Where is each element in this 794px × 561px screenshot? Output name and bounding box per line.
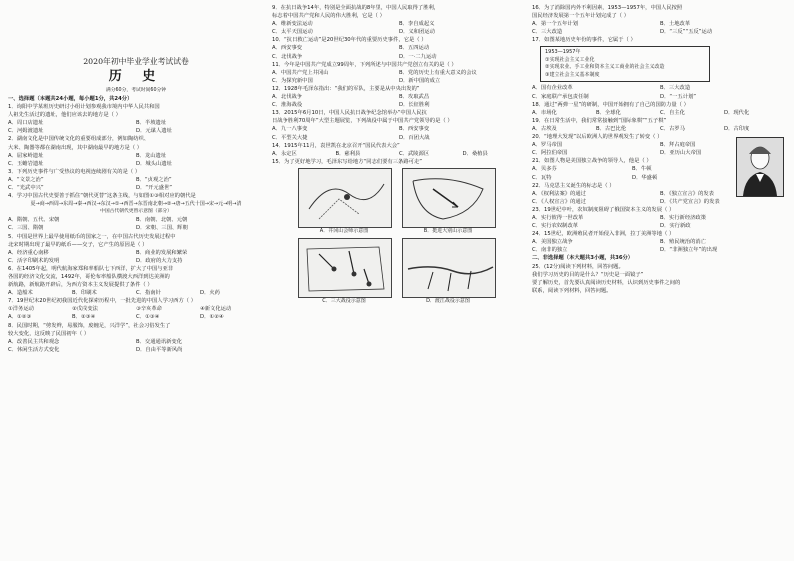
option: D．古印度: [724, 125, 750, 132]
option: A．北伐战争: [272, 94, 303, 101]
option: C．河姆渡遗址: [8, 128, 44, 135]
map-b: [402, 168, 496, 228]
option: B．印刷术: [72, 290, 97, 297]
question-text: 25．(12分)阅读下列材料，回答问题。: [532, 263, 624, 270]
option: A．市场化: [532, 109, 557, 116]
option: B．三大改造: [660, 85, 691, 92]
question-text: 24．15世纪，欧洲殖民者开始侵入非洲，拉丁美洲等地（ ）: [532, 231, 675, 238]
question-text: 标志着中国共产党和人民的伟大胜利，它是（ ）: [272, 13, 385, 20]
option-row: [532, 214, 788, 222]
question-text: 19．在日常生活中，我们常常接触到“国际象棋”“五子棋”: [532, 117, 667, 124]
option: D．桑植县: [462, 150, 488, 157]
option: D．“非洲独立年”的出现: [660, 247, 718, 254]
map-b-caption: B．挺进大别山示意图: [423, 227, 473, 234]
option: D．百团大战: [399, 134, 430, 141]
option: C．为探究新中国: [272, 77, 313, 84]
option: A．《权利法案》的通过: [532, 190, 586, 197]
q21-block: [532, 157, 788, 181]
option: B．五四运动: [399, 45, 430, 52]
info-box-line: ③建立社会主义基本制度: [545, 71, 600, 78]
question-text: 8．民国时期，“剪发辫，易服饰，废缠足，兴洋学”，社会习俗发生了: [8, 322, 171, 329]
option: ③辛亥革命: [136, 306, 162, 313]
option: ①洋务运动: [8, 306, 34, 313]
option: B．实行新经济政策: [660, 214, 707, 221]
option: C．家庭联产承包责任制: [532, 93, 589, 100]
column-2: [272, 4, 526, 308]
option: D．自由平等新风尚: [136, 346, 183, 353]
option-row: [532, 93, 788, 101]
option: B．龙山遗址: [136, 152, 167, 159]
option: A．造船术: [8, 290, 33, 297]
option: B．党的历史上有重大意义的会议: [399, 69, 477, 76]
option: D．《共产党宣言》的发表: [660, 198, 720, 205]
option: C．《人权宣言》的通过: [532, 198, 587, 205]
option-row: [532, 222, 788, 230]
option: A．维新变法运动: [272, 21, 313, 28]
option: B．古巴比伦: [596, 125, 627, 132]
option-row: [8, 289, 264, 297]
question-text: 17．如图某地历史年份的事件，它属于（ ）: [532, 37, 636, 44]
section-heading: 一、选择题（本题共24小题，每小题1分，共24分）: [8, 96, 133, 102]
option: B．拜占庭帝国: [660, 142, 696, 149]
question-text: 16．为了消除国内外不利因素，1953—1957年，中国人民按照: [532, 5, 683, 11]
option-row: [272, 134, 526, 142]
question-text: 23．19世纪中叶，农奴制度阻碍了俄国资本主义的发展（ ）: [532, 206, 675, 213]
option-row: [8, 249, 264, 257]
option: A．永定区: [272, 150, 297, 157]
option: D．“三反”“五反”运动: [660, 29, 713, 36]
option: A．罗马帝国: [532, 142, 563, 149]
option-row: [8, 346, 264, 354]
question-text: 2．湖南文化是中国传统文化的重要组成部分，例如陶纺织、: [8, 136, 150, 143]
option: A．第一个五年计划: [532, 21, 578, 28]
option: B．半坡遗址: [136, 120, 167, 127]
option-row: [532, 20, 788, 28]
portrait-image: [736, 137, 784, 197]
option-row: [8, 176, 264, 184]
option: B．李自成起义: [399, 21, 435, 28]
option-row: [272, 150, 526, 158]
option: C．“光武中兴”: [8, 185, 44, 192]
section-heading: 二、非选择题（本大题共3小题，共36分）: [532, 255, 634, 262]
option: D．实行新政: [660, 223, 691, 230]
question-text: 9．在抗日战争14年，特别是全面抗战的8年里，中国人民取得了胜利，: [272, 5, 440, 11]
option: A．实行彼得一世改革: [532, 214, 584, 221]
option: D．亚历山大帝国: [660, 150, 702, 157]
option: D．现代化: [724, 109, 750, 116]
option-row: [532, 109, 788, 117]
option-row: [8, 313, 264, 321]
question-text: 20．“地理大发现”以后欧洲人的世界观发生了转变（ ）: [532, 134, 663, 141]
option: C．北伐战争: [272, 53, 303, 60]
option: B．全球化: [596, 109, 621, 116]
option: B．攻取武昌: [399, 94, 430, 101]
info-box-line: ②实现农业、手工业和资本主义工商业的社会主义改造: [545, 64, 665, 71]
option-row: [8, 184, 264, 192]
question-text: 22．马克思主义诞生的标志是（ ）: [532, 182, 615, 189]
option: A．贝多芬: [532, 166, 557, 173]
option: B．交通通讯新变化: [136, 338, 183, 345]
question-text: 5．中国是世界上最早使用纸币的国家之一，在中国古代历史发展过程中: [8, 233, 176, 240]
option-row: [272, 77, 526, 85]
option: D．“一五计划”: [660, 93, 697, 100]
question-text: 我们学习历史的目的是什么？“历史是一面镜子”: [532, 271, 644, 278]
option: C．休闲生活方式变化: [8, 346, 60, 353]
map-c: [298, 238, 392, 298]
option-row: [272, 69, 526, 77]
option: C．武陵源区: [399, 150, 430, 157]
map-c-caption: C．三大战役示意图: [322, 297, 366, 304]
question-text: 新航路，新航路开辟后，为西方资本主义发展提供了条件（ ）: [8, 282, 153, 289]
option-row: [272, 53, 526, 61]
option: A．改善民主共和观念: [8, 338, 60, 345]
question-text: 11．今年是中国共产党成立99周年，下列所述与中国共产党创立有关的是（ ）: [272, 61, 457, 68]
map-grid: [298, 168, 498, 306]
option: D．义和团运动: [399, 29, 435, 36]
option: D．①②④: [200, 314, 224, 321]
option: D．“开元盛世”: [136, 185, 173, 192]
option: A．周口店遗址: [8, 120, 44, 127]
question-text: 13．2015年6月10日，中国人民抗日战争纪念馆举办“中国人民抗: [272, 110, 427, 117]
option: B．西安事变: [399, 126, 430, 133]
map-a: [298, 168, 392, 228]
option: B．“贞观之治”: [136, 176, 172, 183]
exam-subject: 历 史: [108, 69, 164, 84]
question-text: 15．为了更好地学习，毛泽东写给地方“同志们要有三条路可走”: [272, 158, 422, 165]
question-text: 人祖先生活过的遗址，他们应该去的地方是（ ）: [8, 112, 121, 119]
option: A．九一八事变: [272, 126, 308, 133]
option-row: [532, 174, 732, 182]
info-box-line: 1953—1957年: [545, 49, 581, 56]
option-row: [8, 257, 264, 265]
option: C．自主化: [660, 109, 685, 116]
option: C．太平天国运动: [272, 29, 313, 36]
question-text: 12．1928年毛泽东指出：“我们的军队，主要是从中央出发的”: [272, 85, 420, 92]
option: C．淮海战役: [272, 102, 303, 109]
option: A．经济重心南移: [8, 249, 49, 256]
timeline-caption: 中国古代朝代更替示意图（部分）: [100, 209, 172, 215]
option-row: [272, 93, 526, 101]
option: D．元谋人遗址: [136, 128, 172, 135]
info-box-line: ①实现社会主义工业化: [545, 56, 595, 63]
option-row: [532, 28, 788, 36]
question-text: 21．如图人物是美国独立战争的领导人，他是（ ）: [532, 158, 652, 165]
question-text: 10．“抗日救亡运动”是20世纪30年代的重要历史事件，它是（ ）: [272, 37, 427, 44]
option: ④新文化运动: [200, 306, 232, 313]
option: A．美国独立战争: [532, 239, 573, 246]
option: A．中国共产党上井冈山: [272, 69, 329, 76]
dynasty-timeline: 夏→商→西周→东周→秦→西汉→东汉→①→西晋→东晋南北朝→②→唐→五代十国→宋→元→明→清: [30, 201, 242, 208]
exam-meta: 满分60分，考试时间60分钟: [105, 88, 167, 93]
option-row: [532, 125, 788, 133]
option-row: [8, 160, 264, 168]
question-text: 要了解历史，首先要认真阅读历史材料，认识到历史事件之间的: [532, 279, 681, 286]
option: B．殖民统治的消亡: [660, 239, 707, 246]
option: C．古罗马: [660, 125, 685, 132]
option: A．屈家岭遗址: [8, 152, 44, 159]
option: C．瓦特: [532, 174, 552, 181]
option: C．南非的独立: [532, 247, 568, 254]
option-row: [532, 198, 788, 206]
map-d: [402, 238, 496, 298]
option-row: [532, 84, 788, 92]
option: B．商业的发展和繁荣: [136, 249, 188, 256]
question-text: 较大变化，这反映了民国初年（ ）: [8, 330, 90, 337]
option-row: [272, 28, 526, 36]
question-text: 18．通过“两弹一星”的研制，中国开始拥有了自己的国防力量（ ）: [532, 101, 689, 108]
option: B．慈利县: [335, 150, 361, 157]
question-text: 日战争胜利70周年”大型主题展览，下列战役中属于中国共产党领导的是（ ）: [272, 118, 453, 125]
option: A．①②③: [8, 314, 32, 321]
option: C．三国、隋朝: [8, 225, 44, 232]
option: A．西安事变: [272, 45, 303, 52]
option-row: [8, 216, 264, 224]
option-row: [8, 152, 264, 160]
option: C．阿拉伯帝国: [532, 150, 568, 157]
option-row: [272, 20, 526, 28]
option: B．《独立宣言》的发表: [660, 190, 714, 197]
option-row: [8, 305, 264, 313]
option-row: [8, 224, 264, 232]
question-text: 联系，阅读下列材料，回答问题。: [532, 287, 612, 294]
option: C．实行农奴制改革: [532, 223, 579, 230]
question-text: 1．询阳中学某班历史研讨小组计划参观我市境内中华人民共和国: [8, 104, 160, 111]
option: A．古埃及: [532, 125, 557, 132]
question-text: 各国的经济文化交流，1492年，哥伦布率船队横渡大西洋到达美洲的: [8, 273, 170, 280]
question-text: 大米、陶器等都在湖南出现，其中湖南最早的地方是（ ）: [8, 144, 143, 151]
option: D．一·二九运动: [399, 53, 437, 60]
question-text: 北宋时期出现了最早的纸币——交子，它产生的原因是（ ）: [8, 241, 148, 248]
column-1: [8, 4, 264, 354]
option: D．火药: [200, 290, 220, 297]
question-text: 6．在1405年起，明代航海家郑和率船队七下西洋，扩大了中国与亚非: [8, 265, 174, 272]
question-text: 4．学习中国古代史要善于抓住“朝代更替”这条主线，与如图①③相对应的朝代是: [8, 193, 196, 200]
option: B．南朝、北朝、元朝: [136, 217, 188, 224]
question-text: 14．1915年11月，袁世凯在北京召开“国民代表大会”: [272, 142, 400, 149]
option: D．宋朝、三国、辉朝: [136, 225, 188, 232]
option: C．玉蟾岩遗址: [8, 160, 44, 167]
option: D．长征胜利: [399, 102, 430, 109]
option: B．牛顿: [632, 166, 652, 173]
question-text: 国民经济发展第一个五年计划完成了（ ）: [532, 13, 630, 20]
option-row: [8, 338, 264, 346]
option: B．②③④: [72, 314, 96, 321]
map-d-caption: D．渡江战役示意图: [426, 297, 470, 304]
option: C．平型关大捷: [272, 134, 308, 141]
column-3: [532, 4, 788, 295]
option: D．政府的大力支持: [136, 257, 183, 264]
exam-title: 2020年初中毕业学业考试试卷: [83, 57, 189, 66]
option: D．华盛顿: [632, 174, 658, 181]
option: B．土地改革: [660, 21, 691, 28]
option: D．城头山遗址: [136, 160, 172, 167]
option: C．指南针: [136, 290, 161, 297]
option: C．活字印刷术的发明: [8, 257, 60, 264]
option-row: [8, 127, 264, 135]
option-row: [272, 44, 526, 52]
option: ②戊戌变法: [72, 306, 98, 313]
map-a-caption: A．井冈山会师示意图: [319, 227, 369, 234]
option-row: [272, 101, 526, 109]
option: A．“文景之治”: [8, 176, 44, 183]
option-row: [532, 246, 788, 254]
question-text: 3．下列历史事件与广受热议的电视连续剧有关的是（ ）: [8, 168, 141, 175]
option: A．国有企业改革: [532, 85, 573, 92]
option: C．三大改造: [532, 29, 563, 36]
info-box: [540, 46, 710, 82]
option: C．①③④: [136, 314, 160, 321]
option-row: [532, 165, 732, 173]
option-row: [272, 125, 526, 133]
option: D．新中国的成立: [399, 77, 441, 84]
option-row: [8, 119, 264, 127]
option: A．隋朝、五代、宋朝: [8, 217, 60, 224]
question-text: 7．19世纪末20世纪初我国近代化探索历程中，一批先进的中国人学习西方（ ）: [8, 298, 197, 305]
option-row: [532, 238, 788, 246]
